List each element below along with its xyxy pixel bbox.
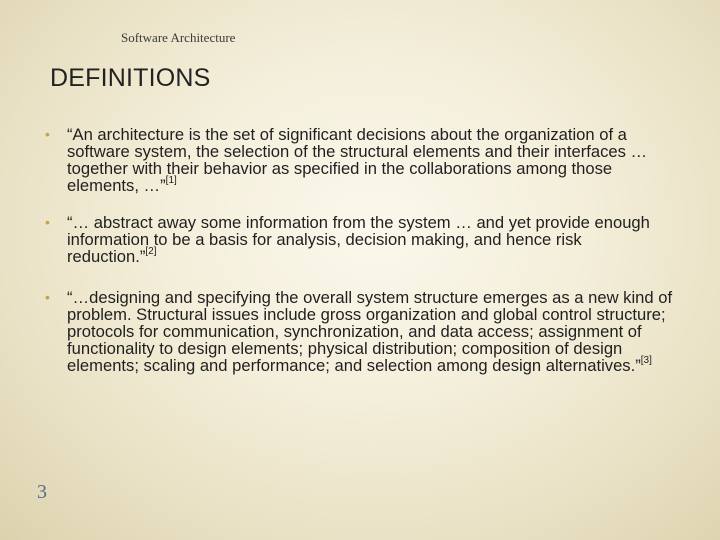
bullet-text	[67, 288, 672, 375]
bullet-marker: •	[45, 289, 50, 305]
bullet-list	[45, 126, 675, 394]
header-label: Software Architecture	[121, 30, 236, 45]
bullet-marker: •	[45, 214, 50, 230]
slide-title: DEFINITIONS	[50, 64, 211, 92]
bullet-item	[45, 126, 675, 194]
bullet-item	[45, 289, 675, 374]
page-number: 3	[37, 481, 47, 503]
reference-marker: [2]	[145, 246, 157, 258]
bullet-marker: •	[45, 126, 50, 142]
bullet-body: “…designing and specifying the overall system structure emerges as a new kind of problem. Structural issues include gross organization and global control structure; protocols for communication, synchronization, and data access; assignment of functionality to design elements; physical distribution; composition of design elements; scaling and performance; and selection among design alternatives.”	[67, 288, 673, 375]
reference-marker: [1]	[165, 175, 177, 187]
reference-marker: [3]	[640, 355, 652, 367]
bullet-body: “An architecture is the set of significant decisions about the organization of a software system, the selection of the structural elements and their interfaces … together with their behavior as specified in the collaborations among those elements, …”	[67, 125, 648, 195]
bullet-body: “… abstract away some information from the system … and yet provide enough information to be a basis for analysis, decision making, and hence risk reduction.”	[67, 213, 650, 266]
bullet-text	[67, 213, 650, 266]
bullet-item	[45, 214, 675, 265]
bullet-text	[67, 125, 647, 195]
